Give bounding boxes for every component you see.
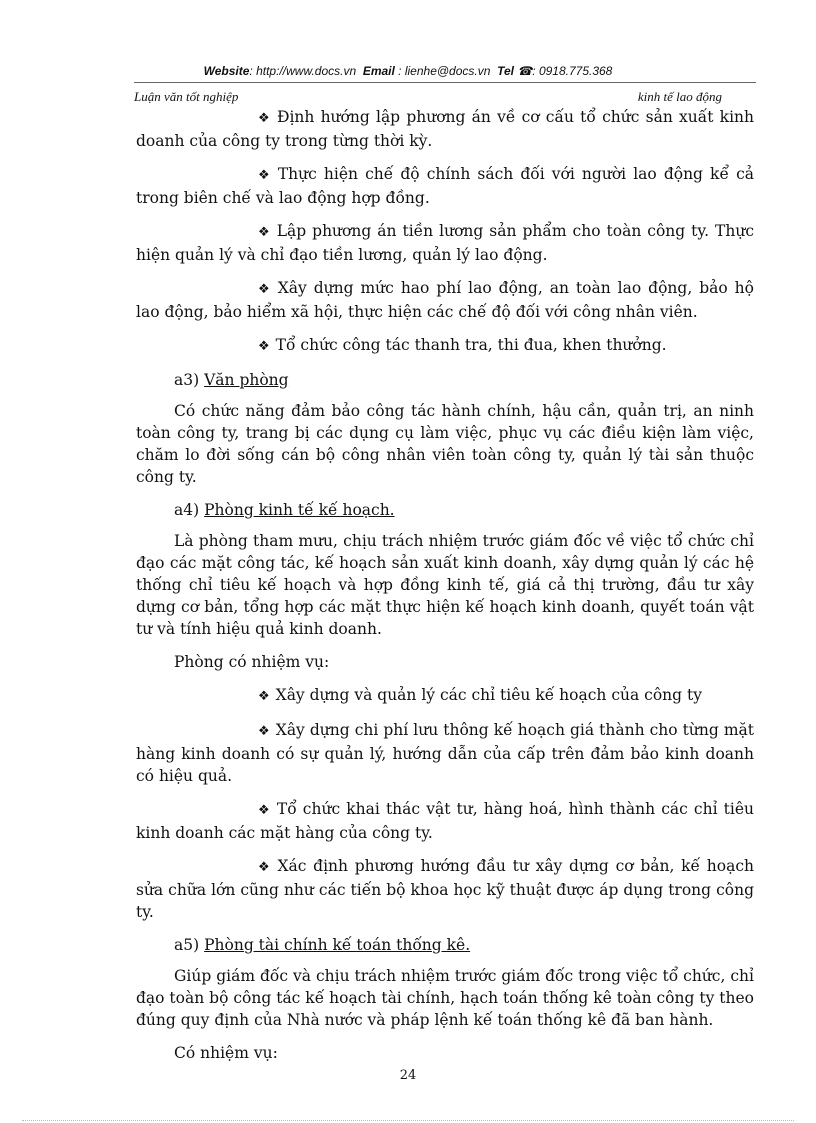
header-rule [134, 82, 756, 83]
section-heading-a3: a3) Văn phòng [174, 371, 289, 389]
diamond-bullet-icon: ❖ [258, 689, 270, 704]
diamond-bullet-icon: ❖ [258, 803, 271, 818]
diamond-bullet-icon: ❖ [258, 860, 272, 875]
diamond-bullet-icon: ❖ [258, 168, 272, 183]
page-number: 24 [399, 1068, 417, 1083]
running-head-right: kinh tế lao động [637, 89, 722, 104]
bullet-item: ❖ Xác định phương hướng đầu tư xây dựng cơ bản, kế hoạch sửa chữa lớn cũng như các tiến bộ khoa học kỹ thuật được áp dụng trong công ty. [136, 857, 754, 921]
website-label: Website [203, 64, 250, 78]
paragraph: Phòng có nhiệm vụ: [174, 653, 330, 671]
document-body [136, 106, 754, 1075]
bullet-item: ❖ Tổ chức công tác thanh tra, thi đua, khen thưởng. [258, 336, 667, 354]
paragraph: Có chức năng đảm bảo công tác hành chính, hậu cần, quản trị, an ninh toàn công ty, trang bị các dụng cụ làm việc, phục vụ các điều kiện làm việc, chăm lo đời sống cán bộ công nhân viên toàn công ty, quản lý tài sản thuộc công ty. [136, 402, 754, 486]
page-bottom-divider [22, 1120, 794, 1121]
bullet-item: ❖ Xây dựng mức hao phí lao động, an toàn lao động, bảo hộ lao động, bảo hiểm xã hội, thực hiện các chế độ đối với công nhân viên. [136, 279, 755, 321]
tel-value: : 0918.775.368 [532, 64, 613, 78]
tel-label: Tel [497, 64, 514, 78]
section-heading-a4: a4) Phòng kinh tế kế hoạch. [174, 501, 395, 519]
bullet-item: ❖ Tổ chức khai thác vật tư, hàng hoá, hình thành các chỉ tiêu kinh doanh các mặt hàng của công ty. [136, 800, 755, 842]
diamond-bullet-icon: ❖ [258, 724, 270, 739]
section-heading-a5: a5) Phòng tài chính kế toán thống kê. [174, 936, 471, 954]
paragraph: Có nhiệm vụ: [174, 1044, 278, 1062]
diamond-bullet-icon: ❖ [258, 339, 270, 354]
paragraph: Là phòng tham mưu, chịu trách nhiệm trước giám đốc về việc tổ chức chỉ đạo các mặt công tác, kế hoạch sản xuất kinh doanh, xây dựng quản lý các hệ thống chỉ tiêu kế hoạch và hợp đồng kinh tế, giá cả thị trường, đầu tư xây dựng cơ bản, tổng hợp các mặt thực hiện kế hoạch kinh doanh, quyết toán vật tư và tính hiệu quả kinh doanh. [136, 532, 754, 638]
email-value: : lienhe@docs.vn [398, 64, 491, 78]
bullet-item: ❖ Xây dựng và quản lý các chỉ tiêu kế hoạch của công ty [258, 686, 702, 704]
bullet-item: ❖ Xây dựng chi phí lưu thông kế hoạch giá thành cho từng mặt hàng kinh doanh có sự quản lý, hướng dẫn của cấp trên đảm bảo kinh doanh có hiệu quả. [136, 721, 754, 785]
page-header [0, 64, 816, 78]
diamond-bullet-icon: ❖ [258, 225, 271, 240]
phone-icon: ☎ [517, 64, 533, 78]
diamond-bullet-icon: ❖ [258, 282, 272, 297]
email-label: Email [362, 64, 395, 78]
bullet-item: ❖ Lập phương án tiền lương sản phẩm cho toàn công ty. Thực hiện quản lý và chỉ đạo tiền lương, quản lý lao động. [136, 222, 755, 264]
paragraph: Giúp giám đốc và chịu trách nhiệm trước giám đốc trong việc tổ chức, chỉ đạo toàn bộ công tác kế hoạch tài chính, hạch toán thống kê toàn công ty theo đúng quy định của Nhà nước và pháp lệnh kế toán thống kê đã ban hành. [136, 967, 754, 1029]
running-head-left: Luận văn tốt nghiệp [134, 89, 239, 104]
website-value: : http://www.docs.vn [249, 64, 357, 78]
bullet-item: ❖ Định hướng lập phương án về cơ cấu tổ chức sản xuất kinh doanh của công ty trong từng thời kỳ. [136, 108, 754, 150]
bullet-item: ❖ Thực hiện chế độ chính sách đối với người lao động kể cả trong biên chế và lao động hợp đồng. [136, 165, 755, 207]
diamond-bullet-icon: ❖ [258, 111, 271, 126]
